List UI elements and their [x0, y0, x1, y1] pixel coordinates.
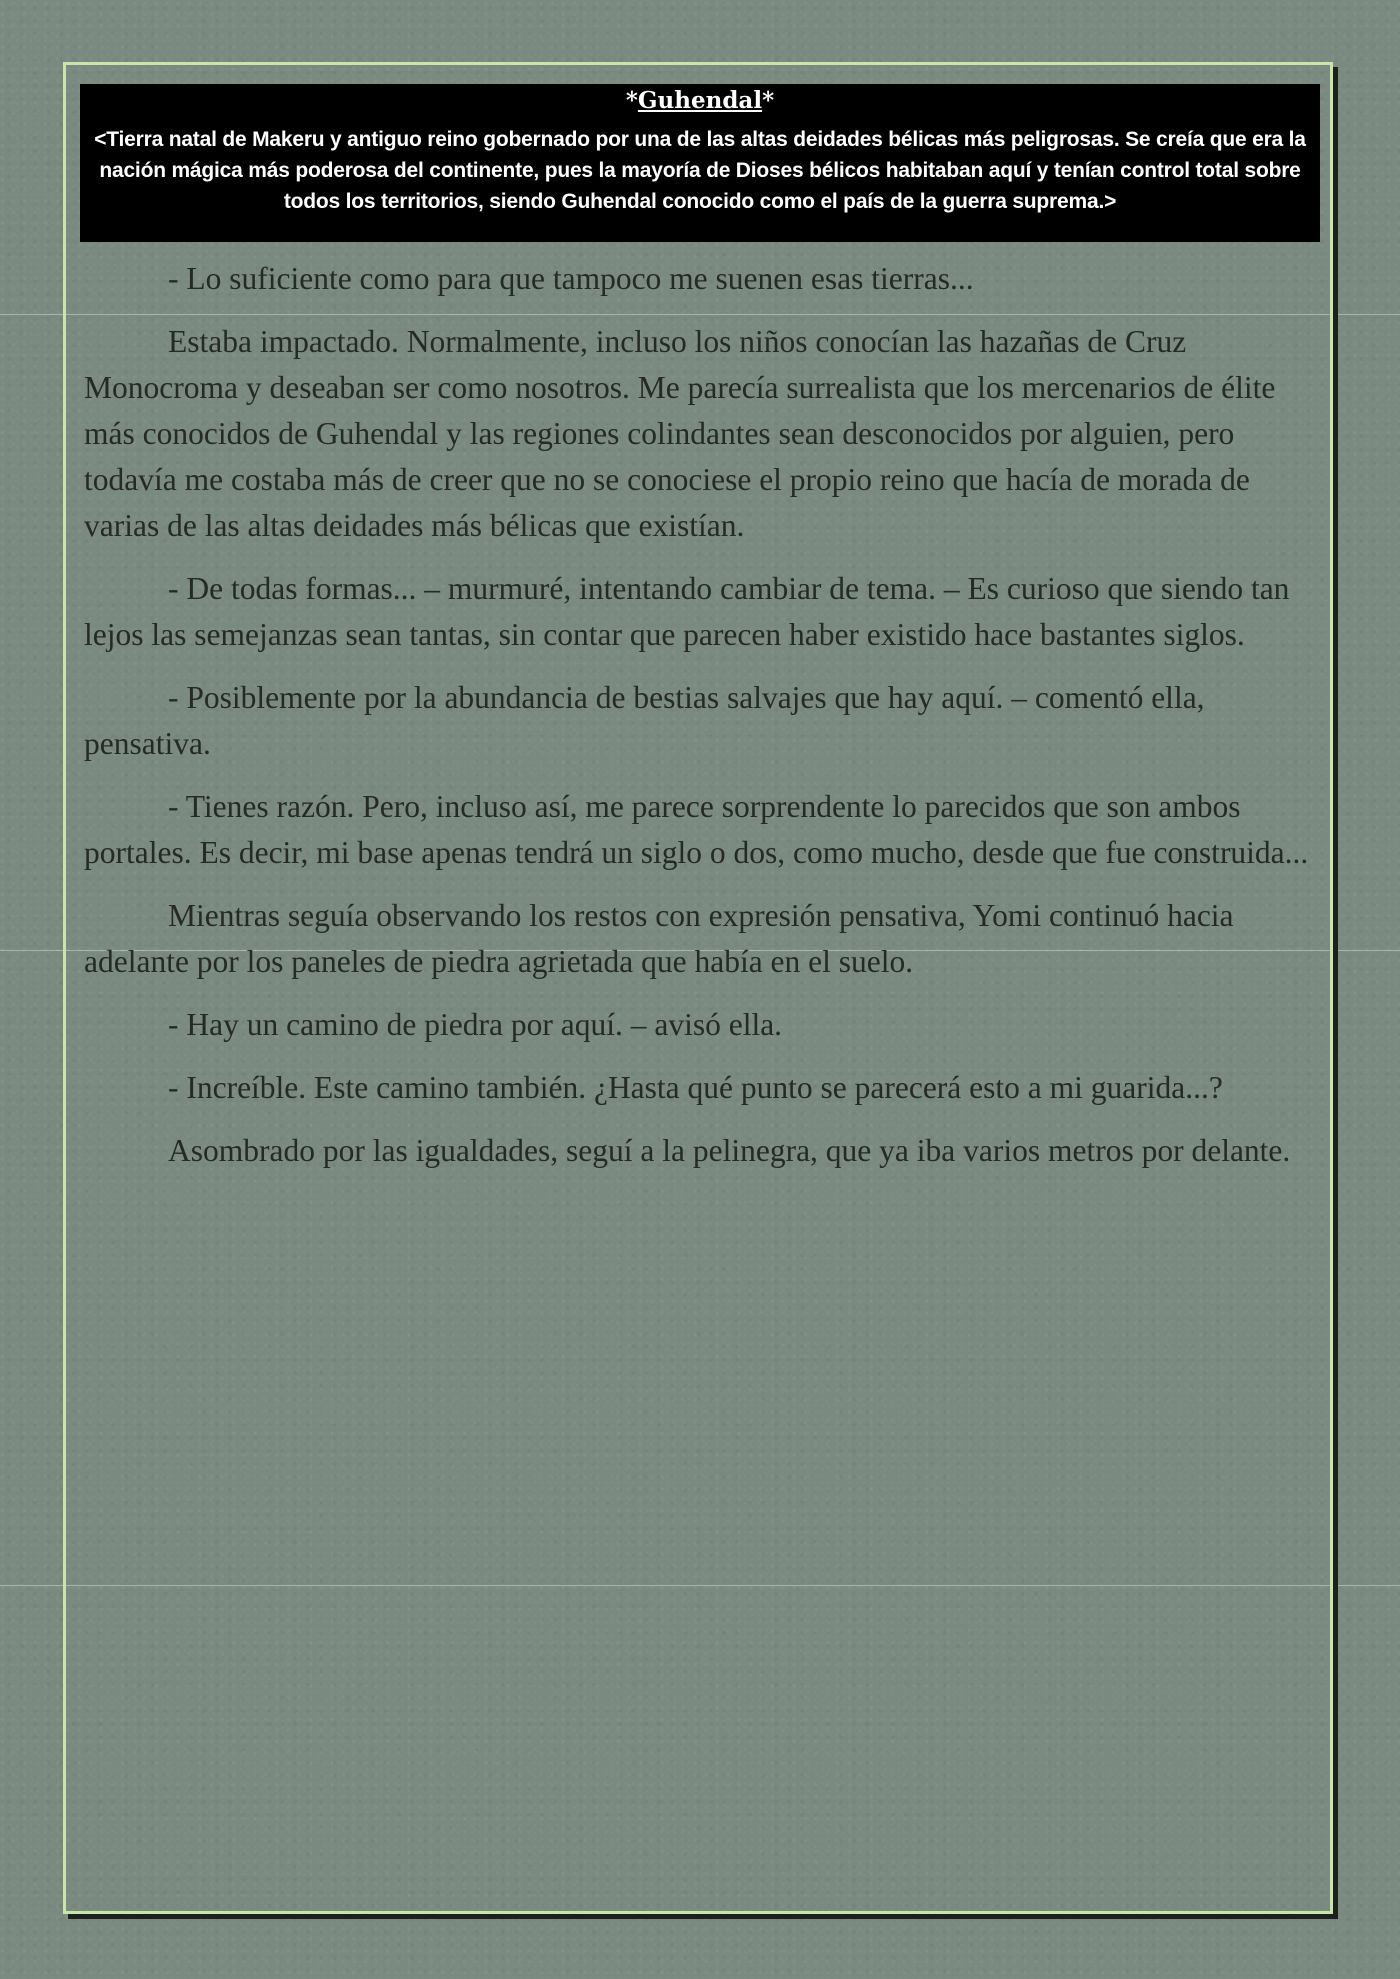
paragraph: - Hay un camino de piedra por aquí. – avisó ella.	[168, 1007, 783, 1042]
paragraph: Mientras seguía observando los restos con expresión pensativa, Yomi continuó hacia adelante por los paneles de piedra agrietada que había en el suelo.	[84, 898, 1234, 979]
paragraph: - Increíble. Este camino también. ¿Hasta qué punto se parecerá esto a mi guarida...?	[168, 1070, 1223, 1105]
title-text: Guhendal	[637, 87, 763, 114]
glossary-banner	[80, 84, 1320, 242]
title-asterisk: *	[625, 87, 638, 114]
banner-description: <Tierra natal de Makeru y antiguo reino gobernado por una de las altas deidades bélicas más peligrosas. Se creía que era la nación mágica más poderosa del continente, pues la mayoría de Dioses bélicos habitaban aquí y tenían control total sobre todos los territorios, siendo Guhendal conocido como el país de la guerra suprema.>	[94, 128, 1306, 213]
title-asterisk: *	[762, 87, 775, 114]
story-text	[84, 256, 1314, 1191]
paragraph: Estaba impactado. Normalmente, incluso los niños conocían las hazañas de Cruz Monocroma y deseaban ser como nosotros. Me parecía surrealista que los mercenarios de élite más conocidos de Guhendal y las regiones colindantes sean desconocidos por alguien, pero todavía me costaba más de creer que no se conociese el propio reino que hacía de morada de varias de las altas deidades más bélicas que existían.	[84, 324, 1276, 543]
paragraph: - Posiblemente por la abundancia de bestias salvajes que hay aquí. – comentó ella, pensativa.	[84, 680, 1205, 761]
paragraph: - Lo suficiente como para que tampoco me suenen esas tierras...	[168, 261, 974, 296]
paragraph: - De todas formas... – murmuré, intentando cambiar de tema. – Es curioso que siendo tan lejos las semejanzas sean tantas, sin contar que parecen haber existido hace bastantes siglos.	[84, 571, 1290, 652]
paragraph: Asombrado por las igualdades, seguí a la pelinegra, que ya iba varios metros por delante.	[168, 1133, 1291, 1168]
banner-title	[86, 86, 1314, 116]
paragraph: - Tienes razón. Pero, incluso así, me parece sorprendente lo parecidos que son ambos portales. Es decir, mi base apenas tendrá un siglo o dos, como mucho, desde que fue construida...	[84, 789, 1309, 870]
